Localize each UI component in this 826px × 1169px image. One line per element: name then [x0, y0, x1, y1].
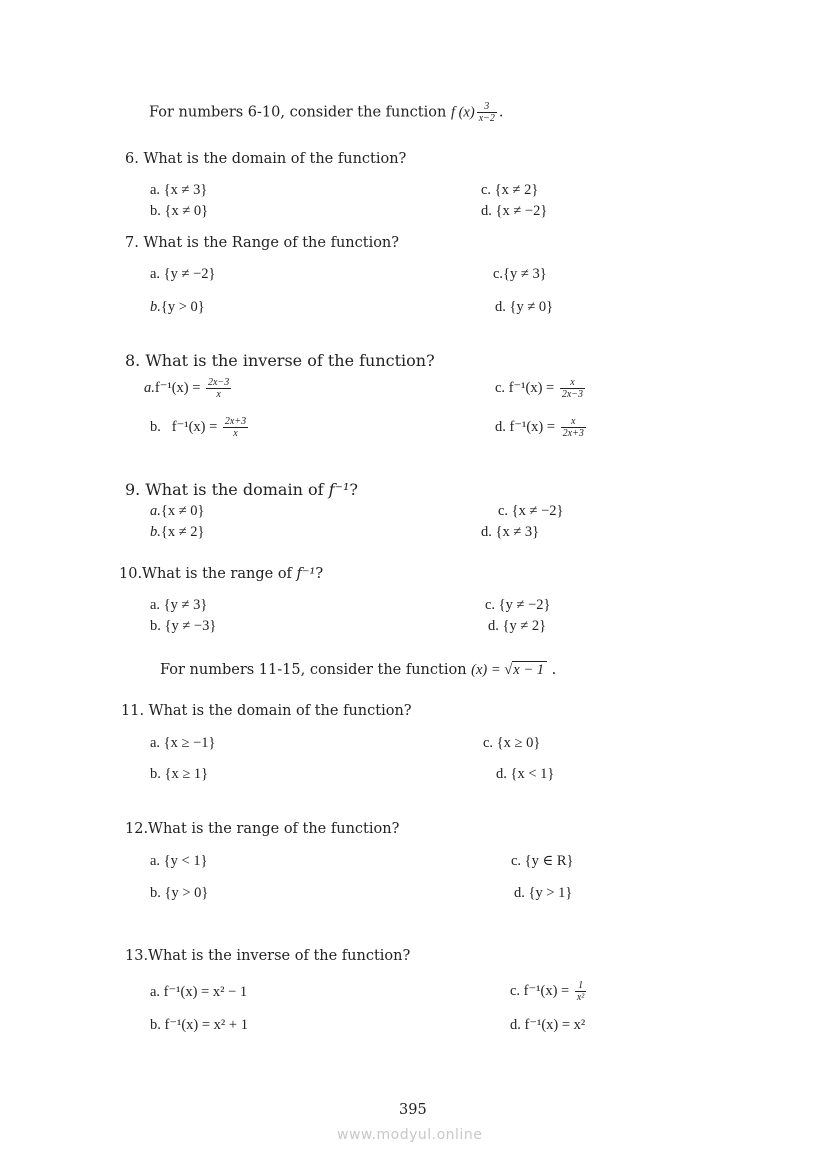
q7-option-d: d. {y ≠ 0} [495, 299, 554, 315]
q8-option-b: b. f⁻¹(x) = $\frac{2x+3}{x}$ [150, 416, 247, 439]
q11-option-b: b. {x ≥ 1} [150, 766, 209, 782]
q8-option-c: c. f⁻¹(x) = $\frac{x}{2x-3}$ [495, 377, 584, 400]
page-number: 395 [399, 1102, 427, 1118]
q9-option-d: d. {x ≠ 3} [481, 524, 540, 540]
q11-option-d: d. {x < 1} [496, 766, 555, 782]
question-10: 10.What is the range of f⁻¹? [119, 566, 324, 582]
q11-option-a: a. {x ≥ −1} [150, 735, 216, 751]
q6-option-d: d. {x ≠ −2} [481, 203, 548, 219]
intro-text-1: For numbers 6-10, consider the function f (x) $\frac{3}{x-2}$ . [149, 101, 504, 124]
q9-option-c: c. {x ≠ −2} [498, 503, 564, 519]
q12-option-a: a. {y < 1} [150, 853, 208, 869]
q12-option-b: b. {y > 0} [150, 885, 209, 901]
question-8: 8. What is the inverse of the function? [125, 351, 435, 370]
watermark: www.modyul.online [337, 1127, 483, 1143]
function-label: f (x) [450, 104, 475, 121]
q7-option-a: a. {y ≠ −2} [150, 266, 216, 282]
q10-option-c: c. {y ≠ −2} [485, 597, 551, 613]
question-11: 11. What is the domain of the function? [121, 703, 412, 719]
q13-option-a: a. f⁻¹(x) = x² − 1 [150, 984, 248, 1000]
q6-option-c: c. {x ≠ 2} [481, 182, 539, 198]
question-7: 7. What is the Range of the function? [125, 235, 400, 251]
q6-option-a: a. {x ≠ 3} [150, 182, 208, 198]
question-12: 12.What is the range of the function? [125, 821, 400, 837]
q13-option-d: d. f⁻¹(x) = x² [510, 1017, 586, 1033]
q8-option-a: a.f⁻¹(x) = $\frac{2x-3}{x}$ [144, 377, 230, 400]
q6-option-b: b. {x ≠ 0} [150, 203, 209, 219]
q9-option-b: b.{x ≠ 2} [150, 524, 205, 540]
square-root: x − 1 [512, 661, 547, 678]
q7-option-b: b.{y > 0} [150, 299, 205, 315]
q10-option-a: a. {y ≠ 3} [150, 597, 208, 613]
q12-option-d: d. {y > 1} [514, 885, 573, 901]
q7-option-c: c.{y ≠ 3} [493, 266, 547, 282]
q10-option-d: d. {y ≠ 2} [488, 618, 547, 634]
q10-option-b: b. {y ≠ −3} [150, 618, 217, 634]
q8-option-d: d. f⁻¹(x) = $\frac{x}{2x+3}$ [495, 416, 584, 439]
q9-option-a: a.{x ≠ 0} [150, 503, 205, 519]
q13-option-c: c. f⁻¹(x) = $\frac{1}{\text{x²}}$ [510, 980, 585, 1003]
q12-option-c: c. {y ∈ R} [511, 853, 574, 869]
question-13: 13.What is the inverse of the function? [125, 948, 411, 964]
intro-text-2: For numbers 11-15, consider the function (x) = √x − 1 . [160, 662, 557, 678]
function-fraction: $\frac{3}{x-2}$ [478, 101, 495, 124]
question-6: 6. What is the domain of the function? [125, 151, 407, 167]
q13-option-b: b. f⁻¹(x) = x² + 1 [150, 1017, 248, 1033]
question-9: 9. What is the domain of f⁻¹? [125, 480, 358, 499]
q11-option-c: c. {x ≥ 0} [483, 735, 541, 751]
